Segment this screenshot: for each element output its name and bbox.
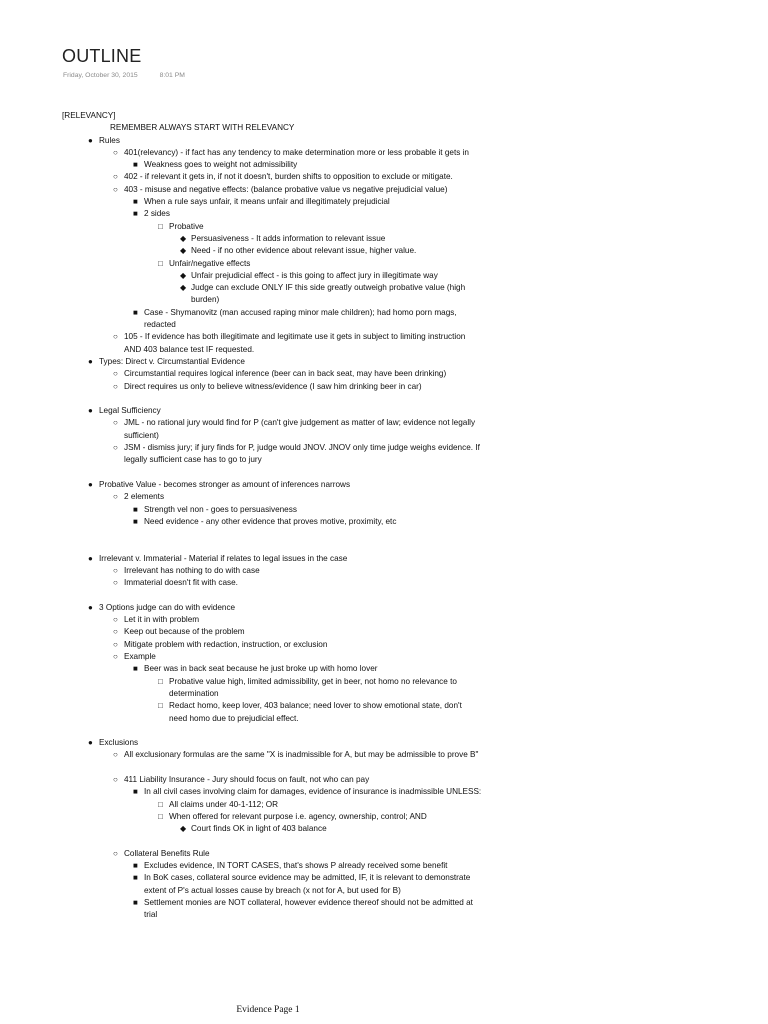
outline-text: Circumstantial requires logical inference (beer can in back seat, may have been drinking)	[124, 369, 447, 379]
square-bullet-icon: ■	[133, 664, 138, 674]
square-bullet-icon: ■	[133, 873, 138, 883]
outline-line	[62, 565, 482, 577]
outline-text: Redact homo, keep lover, 403 balance; need lover to show emotional state, don't need homo due to prejudicial effect.	[169, 701, 462, 723]
outline-line	[62, 356, 482, 368]
outline-text: Legal Sufficiency	[99, 406, 161, 416]
outline-line	[62, 516, 482, 528]
blank-line	[62, 540, 482, 552]
outline-text: All exclusionary formulas are the same "X is inadmissible for A, but may be admissible to prove B"	[124, 750, 479, 760]
square-bullet-icon: ■	[133, 861, 138, 871]
open_square-bullet-icon: □	[158, 221, 163, 231]
outline-line	[62, 122, 482, 134]
circle-bullet-icon: ○	[113, 332, 118, 342]
open_square-bullet-icon: □	[158, 811, 163, 821]
disc-bullet-icon: ●	[88, 553, 93, 563]
outline-line	[62, 553, 482, 565]
outline-text: 402 - if relevant it gets in, if not it doesn't, burden shifts to opposition to exclude or mitigate.	[124, 172, 453, 182]
outline-text: Strength vel non - goes to persuasiveness	[144, 504, 297, 514]
outline-line	[62, 331, 482, 356]
blank-line	[62, 725, 482, 737]
outline-line	[62, 577, 482, 589]
outline-line	[62, 872, 482, 897]
disc-bullet-icon: ●	[88, 479, 93, 489]
outline-line	[62, 663, 482, 675]
outline-text: Need evidence - any other evidence that proves motive, proximity, etc	[144, 516, 397, 526]
circle-bullet-icon: ○	[113, 775, 118, 785]
diamond-bullet-icon: ◆	[180, 283, 187, 293]
outline-line	[62, 700, 482, 725]
disc-bullet-icon: ●	[88, 738, 93, 748]
outline-text: When a rule says unfair, it means unfair and illegitimately prejudicial	[144, 197, 390, 207]
outline-text: Persuasiveness - It adds information to relevant issue	[191, 233, 386, 243]
square-bullet-icon: ■	[133, 197, 138, 207]
outline-text: Irrelevant has nothing to do with case	[124, 565, 260, 575]
outline-text: [RELEVANCY]	[62, 111, 116, 120]
outline-line	[62, 504, 482, 516]
outline-line	[62, 282, 482, 307]
outline-line	[62, 823, 482, 835]
outline-line	[62, 479, 482, 491]
outline-text: Judge can exclude ONLY IF this side greatly outweigh probative value (high burden)	[191, 283, 466, 305]
blank-line	[62, 590, 482, 602]
page-time: 8:01 PM	[159, 72, 185, 79]
circle-bullet-icon: ○	[113, 750, 118, 760]
page-date: Friday, October 30, 2015	[63, 72, 138, 79]
outline-text: 3 Options judge can do with evidence	[99, 602, 236, 612]
square-bullet-icon: ■	[133, 504, 138, 514]
blank-line	[62, 393, 482, 405]
outline-text: 411 Liability Insurance - Jury should focus on fault, not who can pay	[124, 775, 370, 785]
outline-line	[62, 405, 482, 417]
outline-line	[62, 159, 482, 171]
outline-line	[62, 676, 482, 701]
outline-text: Immaterial doesn't fit with case.	[124, 578, 238, 588]
outline-line	[62, 799, 482, 811]
circle-bullet-icon: ○	[113, 492, 118, 502]
outline-text: Unfair/negative effects	[169, 258, 251, 268]
blank-line	[62, 836, 482, 848]
outline-line	[62, 147, 482, 159]
outline-line	[62, 184, 482, 196]
outline-text: Collateral Benefits Rule	[124, 848, 210, 858]
outline-line	[62, 245, 482, 257]
circle-bullet-icon: ○	[113, 184, 118, 194]
outline-line	[62, 233, 482, 245]
open_square-bullet-icon: □	[158, 676, 163, 686]
outline-text: Beer was in back seat because he just broke up with homo lover	[144, 664, 378, 674]
circle-bullet-icon: ○	[113, 639, 118, 649]
outline-notes[interactable]	[62, 110, 482, 922]
blank-line	[62, 762, 482, 774]
outline-text: Irrelevant v. Immaterial - Material if relates to legal issues in the case	[99, 553, 348, 563]
circle-bullet-icon: ○	[113, 627, 118, 637]
outline-line	[62, 381, 482, 393]
circle-bullet-icon: ○	[113, 147, 118, 157]
outline-line	[62, 737, 482, 749]
square-bullet-icon: ■	[133, 787, 138, 797]
outline-text: JSM - dismiss jury; if jury finds for P, judge would JNOV. JNOV only time judge weighs evidence. If legally sufficient case has to go to jury	[124, 443, 480, 465]
outline-text: Exclusions	[99, 738, 139, 748]
diamond-bullet-icon: ◆	[180, 824, 187, 834]
outline-text: Unfair prejudicial effect - is this going to affect jury in illegitimate way	[191, 270, 438, 280]
blank-line	[62, 467, 482, 479]
outline-line	[62, 135, 482, 147]
circle-bullet-icon: ○	[113, 381, 118, 391]
outline-line	[62, 848, 482, 860]
square-bullet-icon: ■	[133, 516, 138, 526]
circle-bullet-icon: ○	[113, 615, 118, 625]
outline-line	[62, 860, 482, 872]
outline-line	[62, 417, 482, 442]
outline-text: JML - no rational jury would find for P (can't give judgement as matter of law; evidence not legally sufficient)	[124, 418, 476, 440]
outline-line	[62, 307, 482, 332]
outline-text: 403 - misuse and negative effects: (balance probative value vs negative prejudicial value)	[124, 184, 448, 194]
outline-text: 2 elements	[124, 492, 165, 502]
outline-text: In all civil cases involving claim for damages, evidence of insurance is inadmissible UNLESS:	[144, 787, 482, 797]
outline-text: Excludes evidence, IN TORT CASES, that's shows P already received some benefit	[144, 861, 448, 871]
outline-line	[62, 774, 482, 786]
square-bullet-icon: ■	[133, 160, 138, 170]
circle-bullet-icon: ○	[113, 565, 118, 575]
disc-bullet-icon: ●	[88, 135, 93, 145]
outline-line	[62, 602, 482, 614]
square-bullet-icon: ■	[133, 307, 138, 317]
page-footer: Evidence Page 1	[236, 1005, 300, 1015]
outline-line	[62, 442, 482, 467]
outline-line	[62, 368, 482, 380]
outline-line	[62, 221, 482, 233]
circle-bullet-icon: ○	[113, 172, 118, 182]
outline-line	[62, 626, 482, 638]
outline-line	[62, 639, 482, 651]
outline-text: Rules	[99, 135, 120, 145]
diamond-bullet-icon: ◆	[180, 270, 187, 280]
outline-line	[62, 258, 482, 270]
disc-bullet-icon: ●	[88, 356, 93, 366]
outline-text: Probative	[169, 221, 204, 231]
outline-line	[62, 786, 482, 798]
page-timestamp	[63, 72, 185, 79]
outline-line	[62, 749, 482, 761]
circle-bullet-icon: ○	[113, 418, 118, 428]
blank-line	[62, 528, 482, 540]
open_square-bullet-icon: □	[158, 258, 163, 268]
diamond-bullet-icon: ◆	[180, 246, 187, 256]
outline-line	[62, 208, 482, 220]
outline-text: In BoK cases, collateral source evidence may be admitted, IF, it is relevant to demonstrate extent of P's actual losses cause by breach (x not for A, but used for B)	[144, 873, 471, 895]
outline-text: Probative value high, limited admissibility, get in beer, not homo no relevance to determination	[169, 676, 457, 698]
outline-text: Example	[124, 652, 156, 662]
square-bullet-icon: ■	[133, 209, 138, 219]
outline-text: When offered for relevant purpose i.e. agency, ownership, control; AND	[169, 811, 427, 821]
outline-text: Keep out because of the problem	[124, 627, 245, 637]
outline-text: Direct requires us only to believe witness/evidence (I saw him drinking beer in car)	[124, 381, 422, 391]
outline-text: Weakness goes to weight not admissibility	[144, 160, 298, 170]
circle-bullet-icon: ○	[113, 848, 118, 858]
outline-line	[62, 110, 482, 122]
outline-line	[62, 651, 482, 663]
outline-line	[62, 491, 482, 503]
disc-bullet-icon: ●	[88, 406, 93, 416]
disc-bullet-icon: ●	[88, 602, 93, 612]
outline-line	[62, 171, 482, 183]
outline-text: Need - if no other evidence about relevant issue, higher value.	[191, 246, 417, 256]
outline-line	[62, 614, 482, 626]
outline-text: Let it in with problem	[124, 615, 200, 625]
open_square-bullet-icon: □	[158, 701, 163, 711]
outline-text: Settlement monies are NOT collateral, however evidence thereof should not be admitted at trial	[144, 898, 473, 920]
outline-line	[62, 270, 482, 282]
outline-text: REMEMBER ALWAYS START WITH RELEVANCY	[110, 123, 295, 133]
diamond-bullet-icon: ◆	[180, 233, 187, 243]
outline-text: 105 - If evidence has both illegitimate and legitimate use it gets in subject to limiting instruction AND 403 balance test IF requested.	[124, 332, 466, 354]
circle-bullet-icon: ○	[113, 369, 118, 379]
circle-bullet-icon: ○	[113, 443, 118, 453]
square-bullet-icon: ■	[133, 898, 138, 907]
outline-text: Probative Value - becomes stronger as amount of inferences narrows	[99, 479, 351, 489]
open_square-bullet-icon: □	[158, 799, 163, 809]
outline-text: All claims under 40-1-112; OR	[169, 799, 279, 809]
circle-bullet-icon: ○	[113, 652, 118, 662]
outline-text: Court finds OK in light of 403 balance	[191, 824, 327, 834]
outline-line	[62, 811, 482, 823]
page-title: OUTLINE	[62, 46, 142, 66]
outline-text: Case - Shymanovitz (man accused raping minor male children); had homo porn mags, redacted	[144, 307, 457, 330]
outline-line	[62, 897, 482, 922]
outline-text: Mitigate problem with redaction, instruction, or exclusion	[124, 639, 328, 649]
outline-text: 401(relevancy) - if fact has any tendency to make determination more or less probable it gets in	[124, 147, 469, 157]
circle-bullet-icon: ○	[113, 578, 118, 588]
outline-text: Types: Direct v. Circumstantial Evidence	[99, 356, 245, 366]
outline-line	[62, 196, 482, 208]
outline-text: 2 sides	[144, 209, 170, 219]
